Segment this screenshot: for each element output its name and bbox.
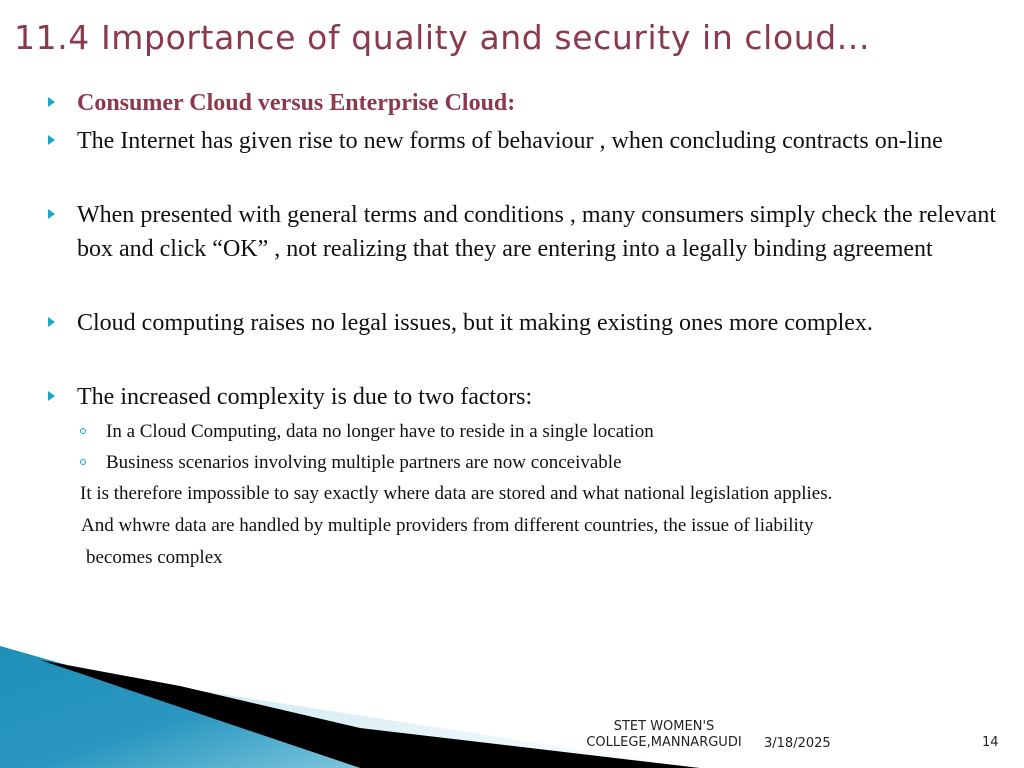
- bullet-item: [48, 306, 996, 340]
- triangle-right-icon: [48, 135, 55, 145]
- footer-college-line: STET WOMEN'S: [613, 719, 715, 734]
- bullet-text: The Internet has given rise to new forms of behaviour , when concluding contracts on-line: [77, 128, 943, 154]
- footer-college-line: COLLEGE,MANNARGUDI: [586, 735, 742, 750]
- slide-title: 11.4 Importance of quality and security in cloud...: [14, 18, 871, 57]
- sub-bullet-item: [80, 420, 980, 444]
- bullet-heading: Consumer Cloud versus Enterprise Cloud:: [77, 90, 516, 116]
- body-paragraph: It is therefore impossible to say exactly where data are stored and what national legislation applies.: [80, 483, 833, 504]
- bullet-text: When presented with general terms and conditions , many consumers simply check the relevant box and click “OK” , not realizing that they are entering into a legally binding agreement: [77, 202, 996, 262]
- triangle-right-icon: [48, 391, 55, 401]
- sub-bullet-text: In a Cloud Computing, data no longer have to reside in a single location: [106, 421, 654, 442]
- bullet-item: [48, 124, 996, 158]
- page-number: 14: [982, 735, 999, 750]
- footer-date: 3/18/2025: [764, 736, 831, 751]
- bullet-text: Cloud computing raises no legal issues, but it making existing ones more complex.: [77, 310, 873, 336]
- body-paragraph: And whwre data are handled by multiple providers from different countries, the issue of liability: [81, 515, 814, 536]
- bullet-item: [48, 86, 996, 120]
- ring-icon: [80, 428, 86, 434]
- triangle-right-icon: [48, 97, 55, 107]
- triangle-right-icon: [48, 209, 55, 219]
- sub-bullet-item: [80, 451, 980, 475]
- bullet-text: The increased complexity is due to two factors:: [77, 384, 533, 410]
- bullet-item: [48, 198, 996, 266]
- body-paragraph: becomes complex: [86, 547, 223, 568]
- sub-bullet-text: Business scenarios involving multiple partners are now conceivable: [106, 452, 622, 473]
- ring-icon: [80, 459, 86, 465]
- footer-college: [580, 719, 748, 751]
- bullet-item: [48, 380, 996, 414]
- triangle-right-icon: [48, 317, 55, 327]
